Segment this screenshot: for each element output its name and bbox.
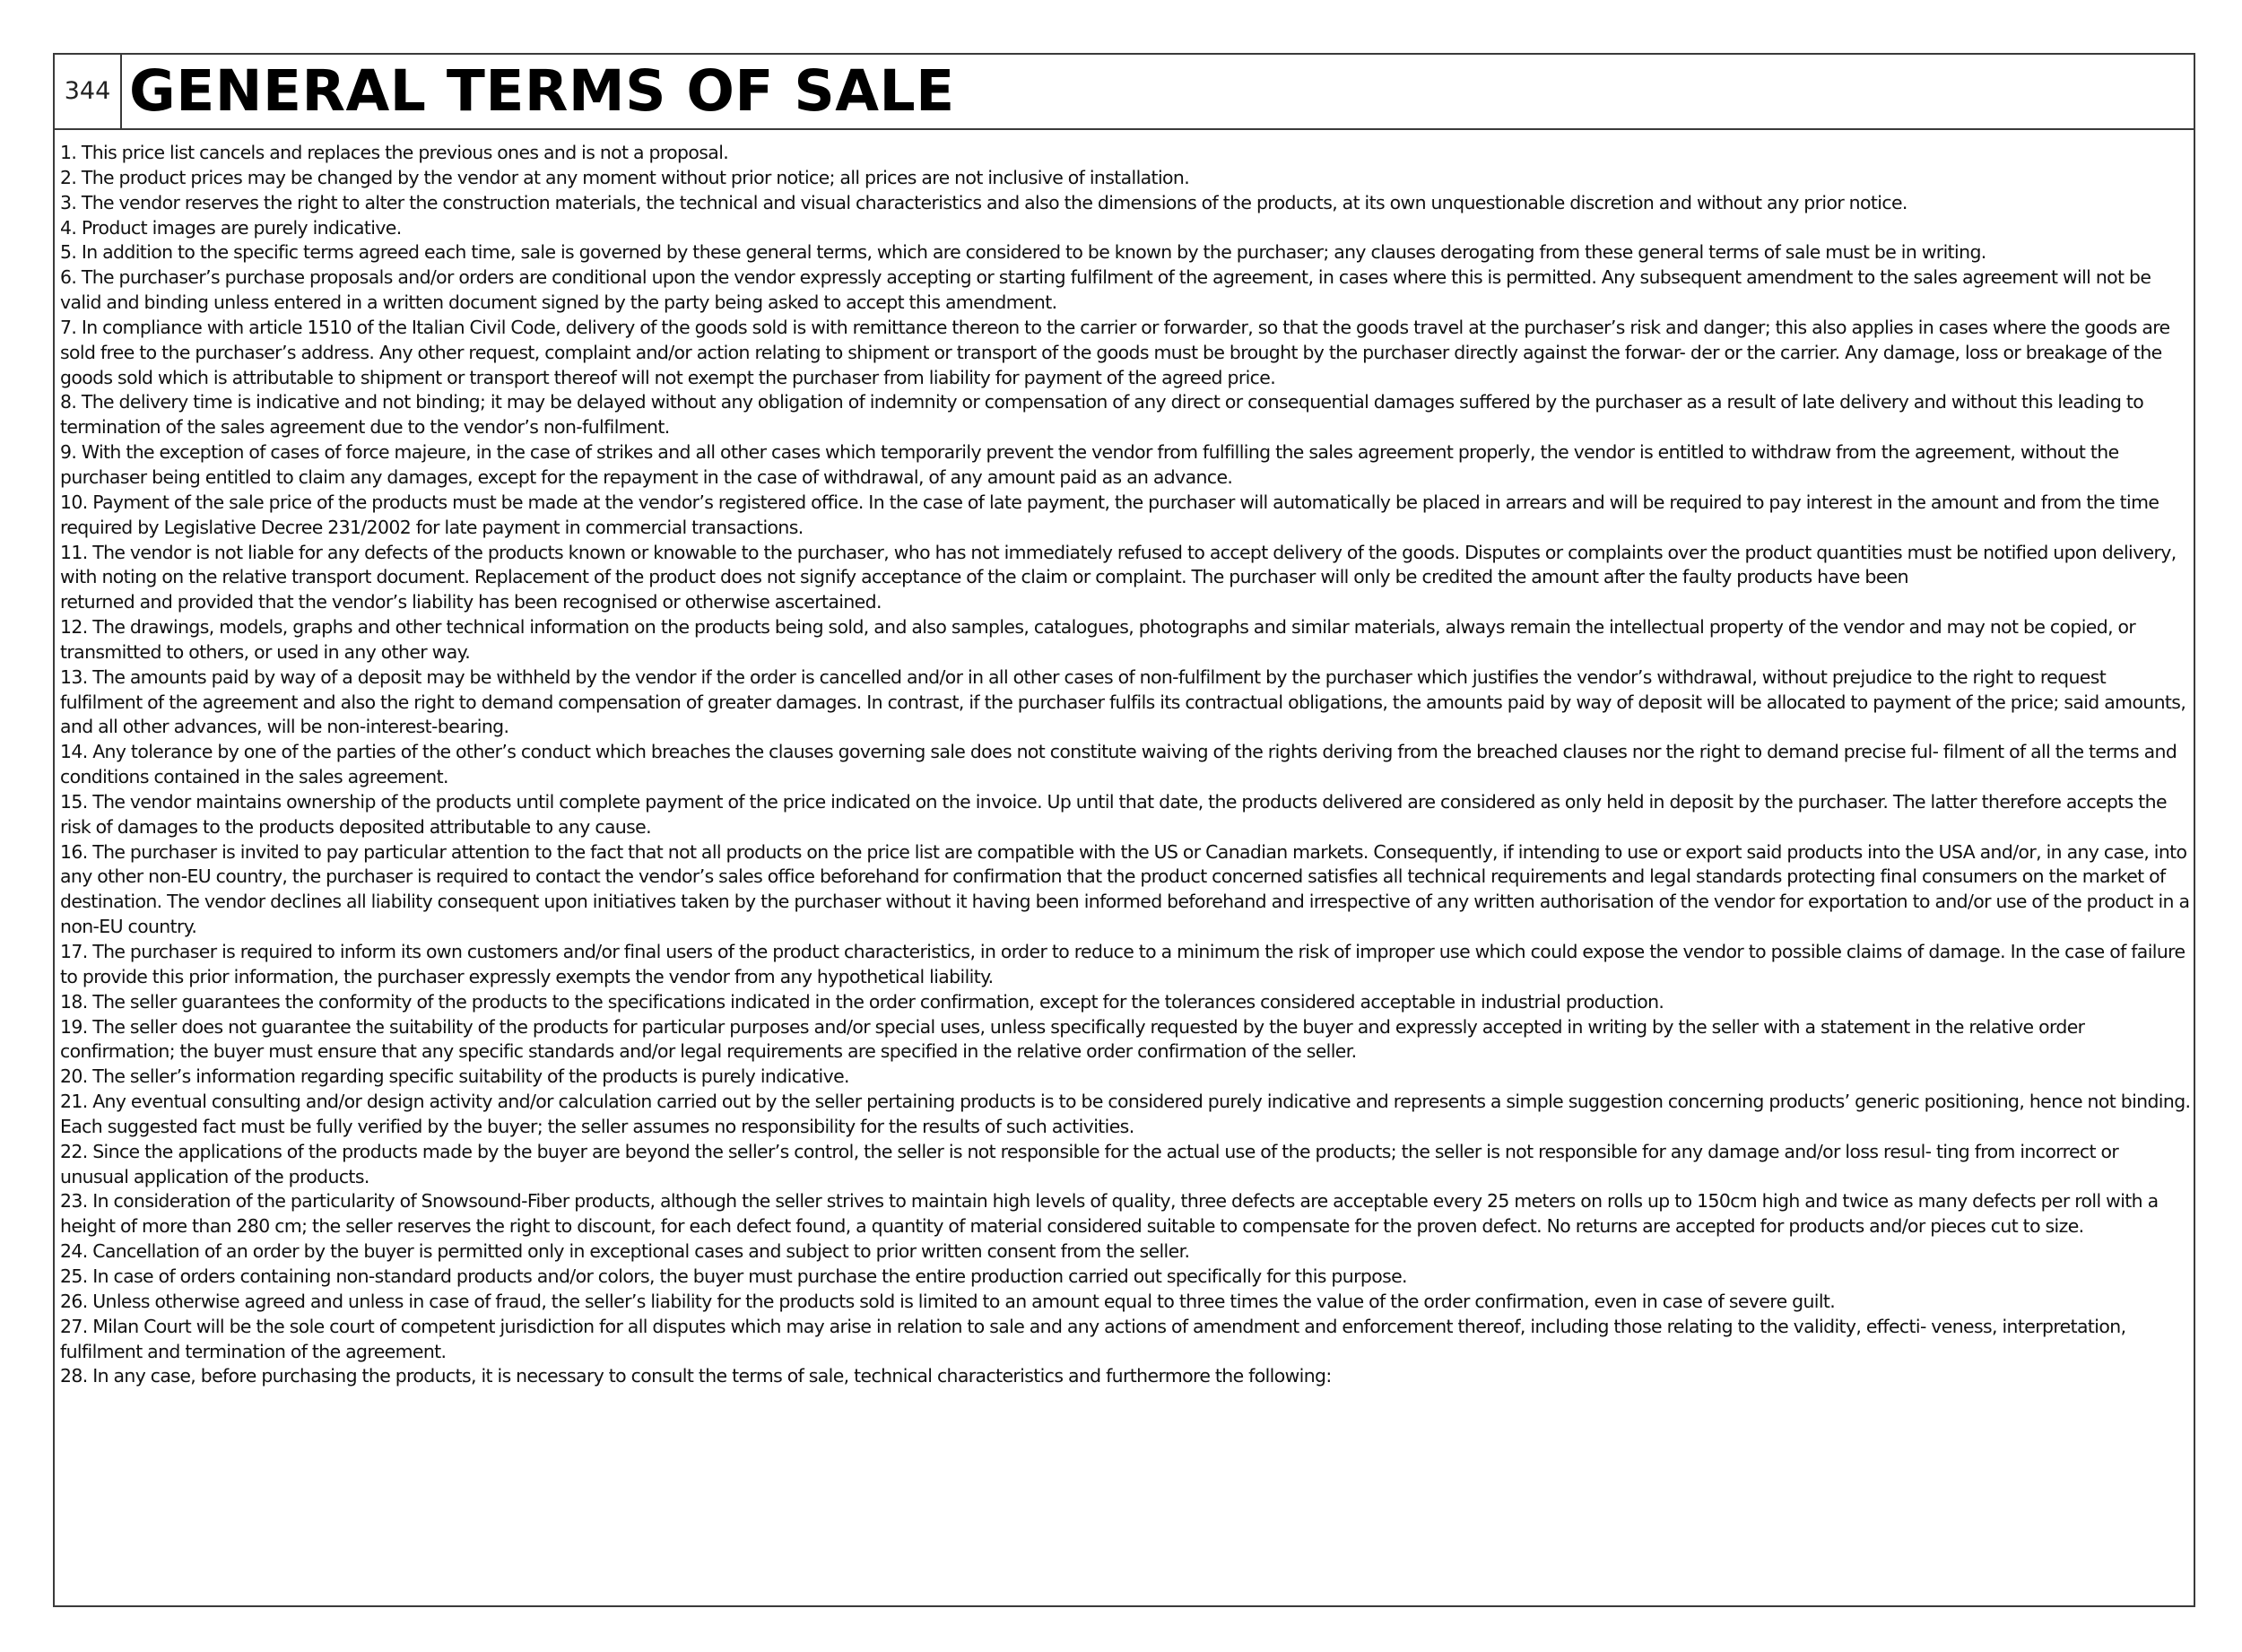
terms-page-frame — [53, 53, 2195, 1607]
term-item: 13. The amounts paid by way of a deposit may be withheld by the vendor if the order is cancelled and/or in all other cases of non-fulfilment by the purchaser which justifies the vendor’s withdrawal, without prejudice to the right to request fulfilment of the agreement and also the right to demand compensation of greater damages. In contrast, if the purchaser fulfils its contractual obligations, the amounts paid by way of deposit will be allocated to payment of the price; said amounts, and all other advances, will be non-interest-bearing. — [60, 665, 2186, 738]
term-item: 12. The drawings, models, graphs and other technical information on the products being sold, and also samples, catalogues, photographs and similar materials, always remain the intellectual property of the vendor and may not be copied, or transmitted to others, or used in any other way. — [60, 616, 2136, 663]
page-header — [55, 55, 2194, 130]
term-item: 8. The delivery time is indicative and not binding; it may be delayed without any obligation of indemnity or compensation of any direct or consequential damages suffered by the purchaser as a result of late delivery and without this leading to termination of the sales agreement due to the vendor’s non-fulfilment. — [60, 391, 2144, 439]
term-item: 6. The purchaser’s purchase proposals and/or orders are conditional upon the vendor expressly accepting or starting fulfilment of the agreement, in cases where this is permitted. Any subsequent amendment to the sales agreement will not be valid and binding unless entered in a written document signed by the party being asked to accept this amendment. — [60, 266, 2151, 314]
term-item: 17. The purchaser is required to inform its own customers and/or final users of the product characteristics, in order to reduce to a minimum the risk of improper use which could expose the vendor to possible claims of damage. In the case of failure to provide this prior information, the purchaser expressly exempts the vendor from any hypothetical liability. — [60, 941, 2186, 987]
term-item: 28. In any case, before purchasing the products, it is necessary to consult the terms of sale, technical characteristics and furthermore the following: — [60, 1365, 1332, 1387]
term-item: 3. The vendor reserves the right to alter the construction materials, the technical and visual characteristics and also the dimensions of the products, at its own unquestionable discretion and without any prior notice. — [60, 191, 1907, 213]
page-title: GENERAL TERMS OF SALE — [129, 58, 955, 124]
term-item: 24. Cancellation of an order by the buyer is permitted only in exceptional cases and subject to prior written consent from the seller. — [60, 1240, 1190, 1263]
term-item: 21. Any eventual consulting and/or design activity and/or calculation carried out by the seller pertaining products is to be considered purely indicative and represents a simple suggestion concerning products’ generic positioning, hence not binding. Each suggested fact must be fully verified by the buyer; the seller assumes no responsibility for the results of such activities. — [60, 1091, 2191, 1137]
term-item: 2. The product prices may be changed by the vendor at any moment without prior notice; all prices are not inclusive of installation. — [60, 166, 1190, 188]
term-item: 5. In addition to the specific terms agreed each time, sale is governed by these general terms, which are considered to be known by the purchaser; any clauses derogating from these general terms of sale must be in writing. — [60, 241, 1986, 264]
term-item: 27. Milan Court will be the sole court of competent jurisdiction for all disputes which may arise in relation to sale and any actions of amendment and enforcement thereof, including those relating to the validity, effecti- veness, interpretation, fulfilment and termination of the agreement. — [60, 1315, 2126, 1362]
page-number: 344 — [55, 55, 122, 128]
term-item: 10. Payment of the sale price of the products must be made at the vendor’s registered office. In the case of late payment, the purchaser will automatically be placed in arrears and will be required to pay interest in the amount and from the time required by Legislative Decree 231/2002 for late payment in commercial transactions. — [60, 491, 2159, 538]
term-item: 19. The seller does not guarantee the suitability of the products for particular purposes and/or special uses, unless specifically requested by the buyer and expressly accepted in writing by the seller with a statement in the relative order confirmation; the buyer must ensure that any specific standards and/or legal requirements are specified in the relative order confirmation of the seller. — [60, 1015, 2085, 1063]
term-item: 22. Since the applications of the products made by the buyer are beyond the seller’s control, the seller is not responsible for the actual use of the products; the seller is not responsible for any damage and/or loss resul- ting from incorrect or unusual application of the products. — [60, 1140, 2119, 1187]
term-item: 7. In compliance with article 1510 of the Italian Civil Code, delivery of the goods sold is with remittance thereon to the carrier or forwarder, so that the goods travel at the purchaser’s risk and danger; this also applies in cases where the goods are sold free to the purchaser’s address. Any other request, complaint and/or action relating to shipment or transport of the goods must be brought by the purchaser directly against the forwar- der or the carrier. Any damage, loss or breakage of the goods sold which is attributable to shipment or transport thereof will not exempt the purchaser from liability for payment of the agreed price. — [60, 316, 2170, 388]
term-item: returned and provided that the vendor’s liability has been recognised or otherwise ascertained. — [60, 591, 882, 613]
terms-list — [60, 141, 2192, 1594]
term-item: 9. With the exception of cases of force majeure, in the case of strikes and all other cases which temporarily prevent the vendor from fulfilling the sales agreement properly, the vendor is entitled to withdraw from the agreement, without the purchaser being entitled to claim any damages, except for the repayment in the case of withdrawal, of any amount paid as an advance. — [60, 441, 2119, 488]
term-item: 18. The seller guarantees the conformity of the products to the specifications indicated in the order confirmation, except for the tolerances considered acceptable in industrial production. — [60, 990, 1664, 1013]
term-item: 14. Any tolerance by one of the parties of the other’s conduct which breaches the clauses governing sale does not constitute waiving of the rights deriving from the breached clauses nor the right to demand precise ful- filment of all the terms and conditions contained in the sales agreement. — [60, 741, 2177, 788]
term-item: 26. Unless otherwise agreed and unless in case of fraud, the seller’s liability for the products sold is limited to an amount equal to three times the value of the order confirmation, even in case of severe guilt. — [60, 1290, 1836, 1312]
term-item: 20. The seller’s information regarding specific suitability of the products is purely indicative. — [60, 1065, 849, 1088]
term-item: 23. In consideration of the particularity of Snowsound-Fiber products, although the seller strives to maintain high levels of quality, three defects are acceptable every 25 meters on rolls up to 150cm high and twice as many defects per roll with a height of more than 280 cm; the seller reserves the right to discount, for each defect found, a quantity of material considered suitable to compensate for the proven defect. No returns are accepted for products and/or pieces cut to size. — [60, 1190, 2159, 1238]
term-item: 16. The purchaser is invited to pay particular attention to the fact that not all products on the price list are compatible with the US or Canadian markets. Consequently, if intending to use or export said products into the USA and/or, in any case, into any other non-EU country, the purchaser is required to contact the vendor’s sales office beforehand for confirmation that the product concerned satisfies all technical requirements and legal standards protecting final consumers on the market of destination. The vendor declines all liability consequent upon initiatives taken by the purchaser without it having been informed beforehand and irrespective of any written authorisation of the vendor for exportation to and/or use of the product in a non-EU country. — [60, 840, 2190, 938]
term-item: 1. This price list cancels and replaces the previous ones and is not a proposal. — [60, 142, 729, 163]
term-item: 25. In case of orders containing non-standard products and/or colors, the buyer must purchase the entire production carried out specifically for this purpose. — [60, 1265, 1407, 1287]
term-item: 15. The vendor maintains ownership of the products until complete payment of the price indicated on the invoice. Up until that date, the products delivered are considered as only held in deposit by the purchaser. The latter therefore accepts the risk of damages to the products deposited attributable to any cause. — [60, 790, 2167, 838]
term-item: 11. The vendor is not liable for any defects of the products known or knowable to the purchaser, who has not immediately refused to accept delivery of the goods. Disputes or complaints over the product quantities must be notified upon delivery, with noting on the relative transport document. Replacement of the product does not signify acceptance of the claim or complaint. The purchaser will only be credited the amount after the faulty products have been — [60, 541, 2177, 588]
term-item: 4. Product images are purely indicative. — [60, 216, 402, 239]
